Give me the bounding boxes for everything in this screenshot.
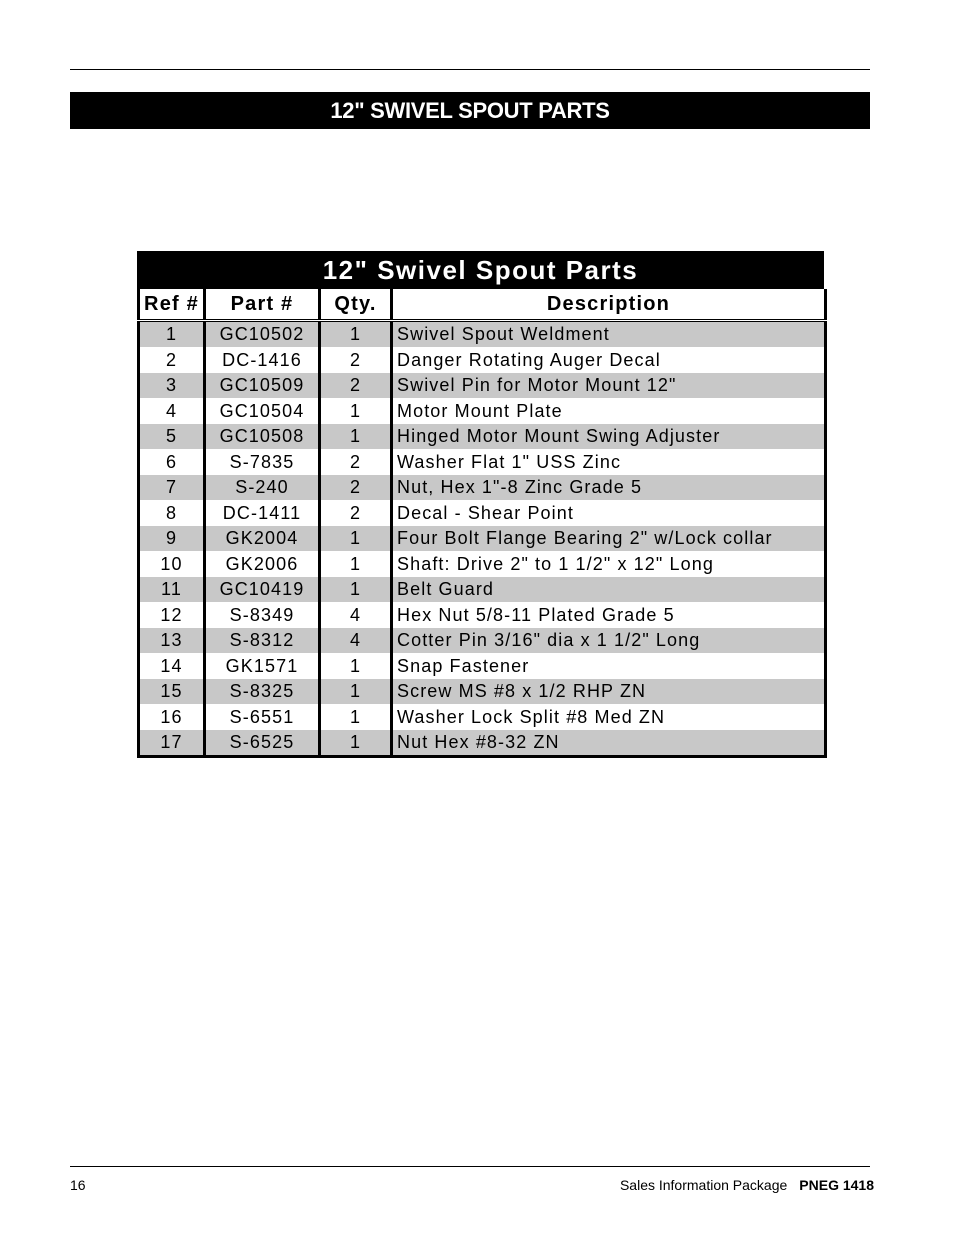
- footer-doc-code: PNEG 1418: [799, 1177, 874, 1193]
- table-header-row: [139, 289, 826, 321]
- cell-ref: 7: [139, 475, 205, 501]
- table-row: [139, 730, 826, 757]
- cell-qty: 1: [320, 526, 392, 552]
- table-row: [139, 602, 826, 628]
- table-row: [139, 398, 826, 424]
- cell-description: Washer Lock Split #8 Med ZN: [392, 704, 826, 730]
- cell-qty: 2: [320, 373, 392, 399]
- parts-table-body: [139, 321, 826, 757]
- footer-doc-title: Sales Information Package: [619, 1177, 788, 1193]
- bottom-rule: [70, 1166, 870, 1167]
- cell-part-number: GK2006: [205, 551, 320, 577]
- table-row: [139, 475, 826, 501]
- cell-part-number: GC10509: [205, 373, 320, 399]
- table-row: [139, 424, 826, 450]
- column-header-description: Description: [392, 289, 826, 321]
- cell-ref: 13: [139, 628, 205, 654]
- cell-ref: 16: [139, 704, 205, 730]
- cell-ref: 2: [139, 347, 205, 373]
- cell-ref: 6: [139, 449, 205, 475]
- cell-description: Shaft: Drive 2" to 1 1/2" x 12" Long: [392, 551, 826, 577]
- cell-ref: 9: [139, 526, 205, 552]
- cell-description: Swivel Pin for Motor Mount 12": [392, 373, 826, 399]
- table-row: [139, 679, 826, 705]
- cell-part-number: S-6551: [205, 704, 320, 730]
- cell-qty: 1: [320, 730, 392, 757]
- cell-description: Belt Guard: [392, 577, 826, 603]
- cell-description: Nut, Hex 1"-8 Zinc Grade 5: [392, 475, 826, 501]
- cell-qty: 1: [320, 551, 392, 577]
- column-header-part: Part #: [205, 289, 320, 321]
- table-row: [139, 500, 826, 526]
- table-row: [139, 628, 826, 654]
- cell-description: Cotter Pin 3/16" dia x 1 1/2" Long: [392, 628, 826, 654]
- cell-qty: 2: [320, 500, 392, 526]
- cell-part-number: S-7835: [205, 449, 320, 475]
- cell-description: Four Bolt Flange Bearing 2" w/Lock collar: [392, 526, 826, 552]
- cell-qty: 1: [320, 679, 392, 705]
- top-rule: [70, 69, 870, 70]
- cell-part-number: GC10502: [205, 321, 320, 348]
- table-row: [139, 704, 826, 730]
- cell-description: Washer Flat 1" USS Zinc: [392, 449, 826, 475]
- table-row: [139, 321, 826, 348]
- cell-qty: 1: [320, 704, 392, 730]
- cell-qty: 1: [320, 653, 392, 679]
- cell-ref: 10: [139, 551, 205, 577]
- cell-description: Decal - Shear Point: [392, 500, 826, 526]
- table-row: [139, 347, 826, 373]
- cell-part-number: GC10508: [205, 424, 320, 450]
- table-row: [139, 449, 826, 475]
- cell-part-number: S-8312: [205, 628, 320, 654]
- cell-qty: 1: [320, 577, 392, 603]
- column-header-qty: Qty.: [320, 289, 392, 321]
- cell-ref: 1: [139, 321, 205, 348]
- parts-table-container: [137, 251, 824, 758]
- table-row: [139, 373, 826, 399]
- cell-ref: 14: [139, 653, 205, 679]
- table-title: 12" Swivel Spout Parts: [137, 251, 824, 289]
- section-title: 12" SWIVEL SPOUT PARTS: [70, 92, 870, 129]
- cell-description: Screw MS #8 x 1/2 RHP ZN: [392, 679, 826, 705]
- cell-ref: 15: [139, 679, 205, 705]
- cell-ref: 17: [139, 730, 205, 757]
- cell-part-number: DC-1416: [205, 347, 320, 373]
- cell-description: Hex Nut 5/8-11 Plated Grade 5: [392, 602, 826, 628]
- cell-part-number: S-240: [205, 475, 320, 501]
- cell-qty: 1: [320, 424, 392, 450]
- cell-part-number: S-6525: [205, 730, 320, 757]
- cell-part-number: GC10419: [205, 577, 320, 603]
- cell-part-number: GK2004: [205, 526, 320, 552]
- cell-qty: 2: [320, 475, 392, 501]
- cell-description: Hinged Motor Mount Swing Adjuster: [392, 424, 826, 450]
- cell-ref: 3: [139, 373, 205, 399]
- page-number: 16: [70, 1177, 86, 1193]
- cell-ref: 11: [139, 577, 205, 603]
- cell-ref: 5: [139, 424, 205, 450]
- parts-table: [137, 289, 827, 758]
- cell-description: Danger Rotating Auger Decal: [392, 347, 826, 373]
- table-row: [139, 551, 826, 577]
- cell-description: Nut Hex #8-32 ZN: [392, 730, 826, 757]
- cell-part-number: S-8349: [205, 602, 320, 628]
- cell-description: Motor Mount Plate: [392, 398, 826, 424]
- cell-description: Swivel Spout Weldment: [392, 321, 826, 348]
- cell-part-number: GC10504: [205, 398, 320, 424]
- cell-qty: 2: [320, 347, 392, 373]
- cell-part-number: GK1571: [205, 653, 320, 679]
- table-row: [139, 526, 826, 552]
- cell-qty: 1: [320, 398, 392, 424]
- cell-qty: 4: [320, 602, 392, 628]
- cell-ref: 8: [139, 500, 205, 526]
- cell-qty: 1: [320, 321, 392, 348]
- table-row: [139, 653, 826, 679]
- column-header-ref: Ref #: [139, 289, 205, 321]
- cell-ref: 12: [139, 602, 205, 628]
- table-row: [139, 577, 826, 603]
- cell-part-number: DC-1411: [205, 500, 320, 526]
- cell-qty: 2: [320, 449, 392, 475]
- cell-ref: 4: [139, 398, 205, 424]
- cell-part-number: S-8325: [205, 679, 320, 705]
- footer-document-info: [620, 1177, 874, 1193]
- cell-qty: 4: [320, 628, 392, 654]
- cell-description: Snap Fastener: [392, 653, 826, 679]
